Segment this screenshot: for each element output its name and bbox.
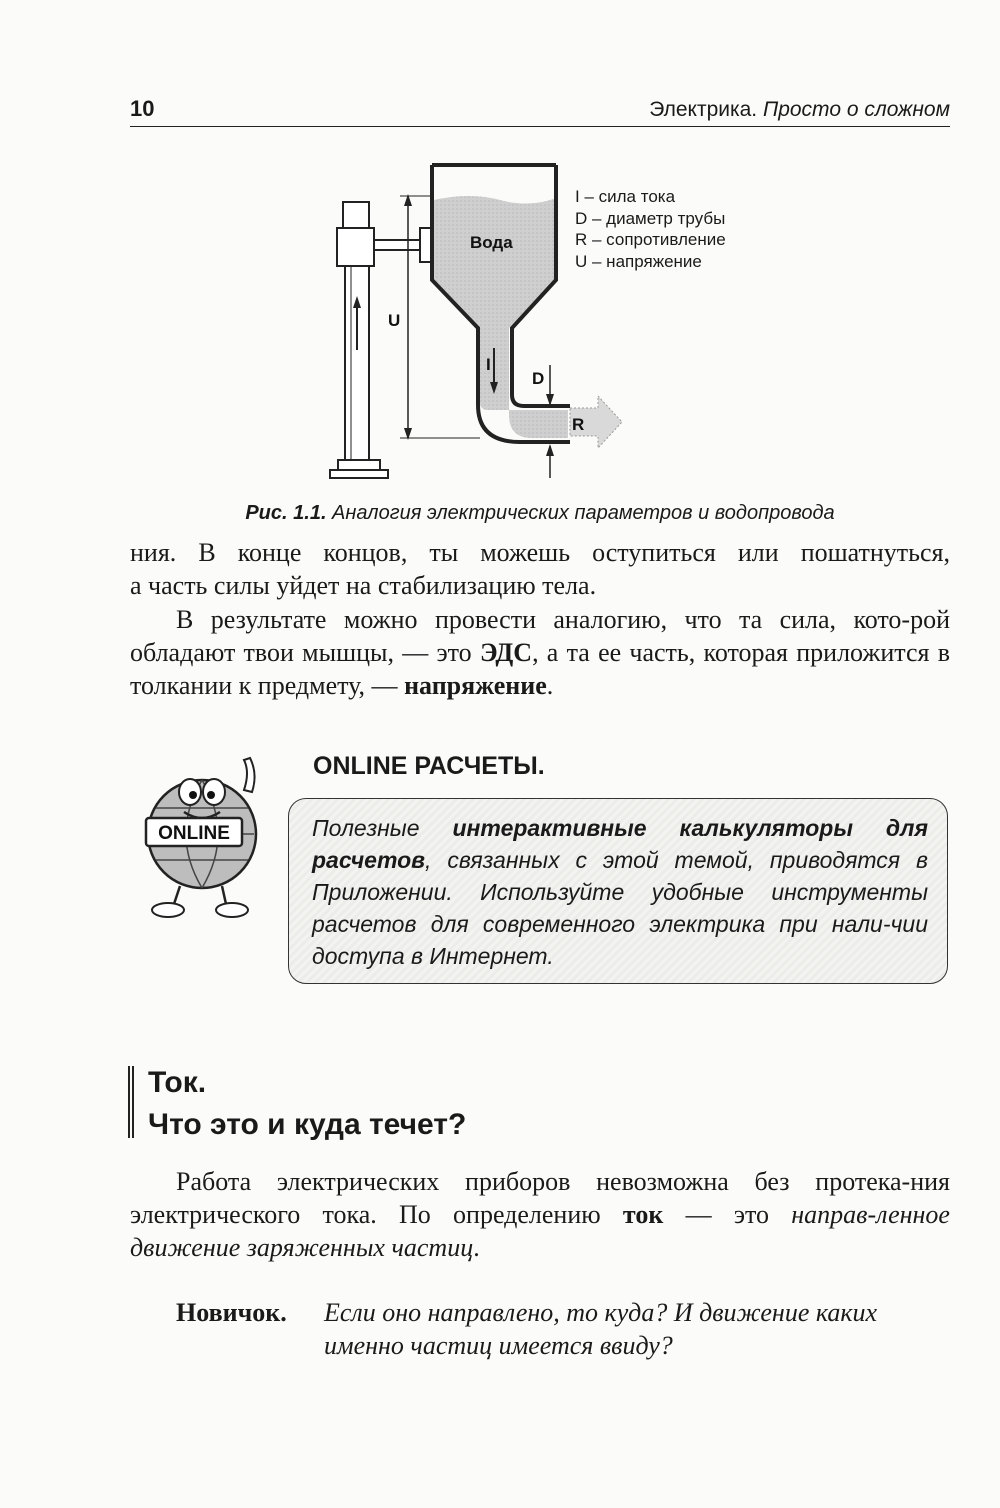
page-number: 10 — [130, 96, 155, 121]
online-text — [312, 812, 928, 972]
text-run: . — [546, 671, 554, 700]
running-title — [649, 98, 950, 122]
term-emf: ЭДС — [479, 638, 533, 667]
definition-text: направ-ленное движение заряженных частиц — [130, 1200, 950, 1262]
term-current: ток — [622, 1200, 664, 1229]
paragraph-current-definition — [130, 1165, 950, 1264]
mascot-sign-text: ONLINE — [158, 823, 230, 844]
pump-base — [330, 470, 388, 478]
text-run: , связанных с этой темой, приводятся в Приложении. Используйте удобные инструменты расчетов для современного электрика при нали-чии доступа в Интернет. — [312, 847, 928, 969]
paragraph-analogy — [130, 603, 950, 702]
pump-body — [337, 228, 374, 266]
text-run: — это — [663, 1200, 792, 1229]
text-run: Полезные — [312, 815, 453, 841]
text-run: , а та ее часть, которая приложится в толкании к предмету, — — [130, 638, 950, 700]
text-run: Работа электрических приборов невозможна без протека-ния электрического тока. По определению — [130, 1167, 950, 1229]
dialog-speaker: Новичок. — [176, 1298, 287, 1327]
online-title: ONLINE РАСЧЕТЫ. — [313, 752, 545, 780]
d-label: D — [532, 369, 545, 388]
calculators-link-text: интерактивные калькуляторы для расчетов — [312, 815, 928, 873]
paragraph-line: ния. В конце концов, ты можешь оступиться или пошатнуться, — [130, 538, 950, 567]
globe-mascot-icon — [140, 752, 270, 930]
caption-text: Аналогия электрических параметров и водопровода — [326, 502, 835, 524]
supply-pipe — [374, 240, 422, 250]
legend-item: U – напряжение — [575, 251, 702, 271]
paragraph-line: а часть силы уйдет на стабилизацию тела. — [130, 571, 597, 600]
i-label: I — [486, 355, 491, 374]
legend-item: I – сила тока — [575, 187, 676, 206]
text-run: В результате можно провести аналогию, что та сила, кото-рой обладают твои мышцы, — это — [130, 605, 950, 667]
section-title-line: Что это и куда течет? — [148, 1108, 467, 1141]
figure-legend — [575, 186, 726, 272]
paragraph-continuation — [130, 536, 950, 602]
online-mascot — [140, 752, 270, 930]
r-label: R — [572, 415, 585, 434]
pump-column — [345, 265, 369, 460]
term-voltage: напряжение — [404, 671, 547, 700]
legend-item: R – сопротивление — [575, 230, 726, 249]
figure-caption — [130, 502, 950, 525]
paragraph-text — [130, 1165, 950, 1264]
running-title-main: Электрика. — [649, 98, 763, 121]
dialog-speech: Если оно направлено, то куда? И движение каких именно частиц имеется ввиду? — [324, 1298, 878, 1360]
section-title — [148, 1062, 748, 1146]
running-title-italic: Просто о сложном — [762, 98, 950, 121]
text-run: . — [473, 1233, 480, 1262]
legend-item: D – диаметр трубы — [575, 208, 726, 228]
heading-bar — [128, 1066, 134, 1138]
caption-prefix: Рис. 1.1. — [245, 502, 327, 524]
section-title-line: Ток. — [148, 1066, 207, 1099]
u-label: U — [388, 311, 401, 330]
paragraph-text — [130, 603, 950, 702]
running-header — [130, 96, 950, 127]
pump-top — [343, 202, 369, 230]
pump-base-step — [338, 460, 380, 470]
water-label: Вода — [470, 233, 513, 252]
